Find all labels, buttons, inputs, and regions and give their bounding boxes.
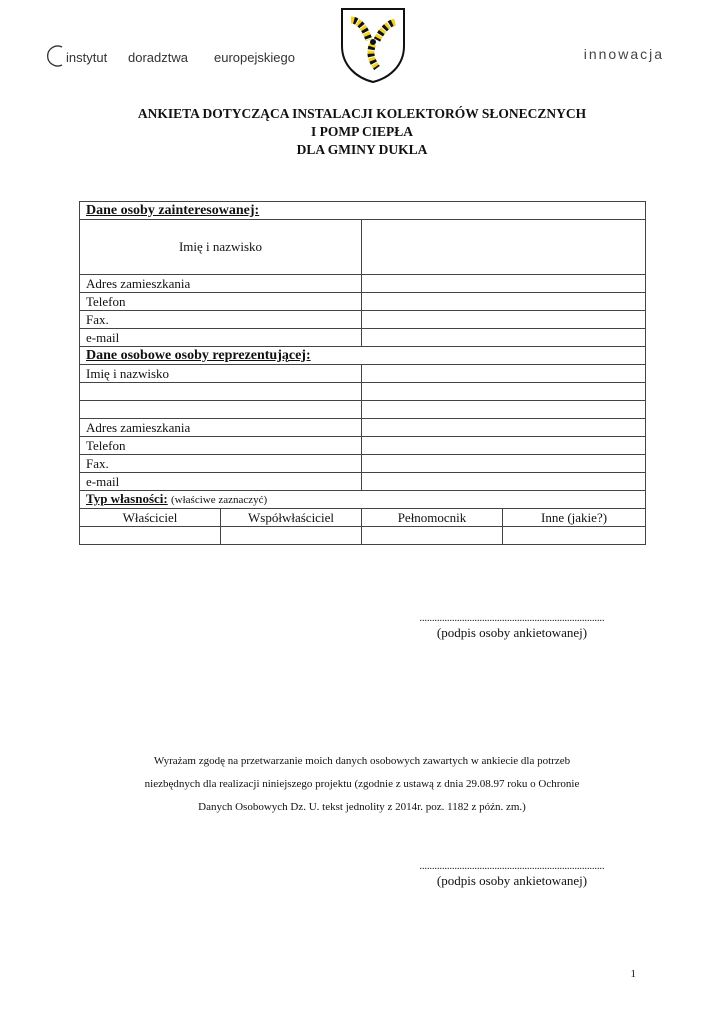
ownership-option-proxy: Pełnomocnik (362, 509, 503, 527)
input-rep-address[interactable] (362, 419, 646, 437)
input-rep-email[interactable] (362, 473, 646, 491)
label-phone: Telefon (80, 293, 362, 311)
title-line-2: I POMP CIEPŁA (310, 124, 413, 139)
input-full-name[interactable] (362, 220, 646, 275)
label-rep-phone: Telefon (80, 437, 362, 455)
label-rep-full-name: Imię i nazwisko (80, 365, 362, 383)
input-address[interactable] (362, 275, 646, 293)
ownership-checkbox-owner[interactable] (80, 527, 221, 545)
label-address: Adres zamieszkania (80, 275, 362, 293)
logo-word-2: doradztwa (128, 50, 188, 65)
label-fax: Fax. (80, 311, 362, 329)
signature-line-1[interactable]: .......................................................................... (419, 613, 605, 624)
section-interested-person: Dane osoby zainteresowanej: (80, 202, 646, 220)
label-rep-fax: Fax. (80, 455, 362, 473)
ownership-type-title: Typ własności: (86, 491, 168, 506)
logo-c-mark-icon (44, 44, 66, 68)
logo-word-1: instytut (66, 50, 108, 65)
dukla-coat-of-arms-icon (339, 6, 407, 84)
title-line-1: ANKIETA DOTYCZĄCA INSTALACJI KOLEKTORÓW SŁONECZNYCH (137, 106, 587, 121)
signature-label-1: (podpis osoby ankietowanej) (436, 625, 588, 640)
input-email[interactable] (362, 329, 646, 347)
ownership-checkbox-proxy[interactable] (362, 527, 503, 545)
ownership-checkbox-other[interactable] (503, 527, 646, 545)
title-line-3: DLA GMINY DUKLA (296, 142, 428, 157)
survey-form-table (79, 201, 646, 545)
input-rep-fax[interactable] (362, 455, 646, 473)
consent-line-2: niezbędnych dla realizacji niniejszego projektu (zgodnie z ustawą z dnia 29.08.97 roku o Ochronie (144, 778, 580, 790)
input-fax[interactable] (362, 311, 646, 329)
label-rep-address: Adres zamieszkania (80, 419, 362, 437)
signature-line-2[interactable]: .......................................................................... (419, 861, 605, 872)
signature-block-1 (386, 614, 638, 642)
header-innowacja: innowacja (583, 46, 664, 62)
input-phone[interactable] (362, 293, 646, 311)
section-representative: Dane osobowe osoby reprezentującej: (80, 347, 646, 365)
consent-text (95, 750, 629, 819)
ownership-option-other: Inne (jakie?) (503, 509, 646, 527)
input-rep-full-name[interactable] (362, 365, 646, 383)
ownership-option-co-owner: Współwłaściciel (221, 509, 362, 527)
input-rep-phone[interactable] (362, 437, 646, 455)
input-rep-blank-1[interactable] (362, 383, 646, 401)
logo-word-3: europejskiego (214, 50, 295, 65)
label-full-name: Imię i nazwisko (80, 220, 362, 275)
consent-line-3: Danych Osobowych Dz. U. tekst jednolity z 2014r. poz. 1182 z późn. zm.) (198, 801, 526, 813)
label-rep-blank-2 (80, 401, 362, 419)
signature-label-2: (podpis osoby ankietowanej) (436, 873, 588, 888)
label-email: e-mail (80, 329, 362, 347)
input-rep-blank-2[interactable] (362, 401, 646, 419)
signature-block-2 (386, 862, 638, 890)
ownership-type-label (80, 491, 646, 509)
label-rep-blank-1 (80, 383, 362, 401)
ownership-checkbox-co-owner[interactable] (221, 527, 362, 545)
page-number: 1 (630, 968, 636, 980)
label-rep-email: e-mail (80, 473, 362, 491)
ownership-type-hint: (właściwe zaznaczyć) (171, 494, 268, 506)
consent-line-1: Wyrażam zgodę na przetwarzanie moich danych osobowych zawartych w ankiecie dla potrzeb (153, 755, 571, 767)
ownership-option-owner: Właściciel (80, 509, 221, 527)
page-title (0, 105, 724, 159)
